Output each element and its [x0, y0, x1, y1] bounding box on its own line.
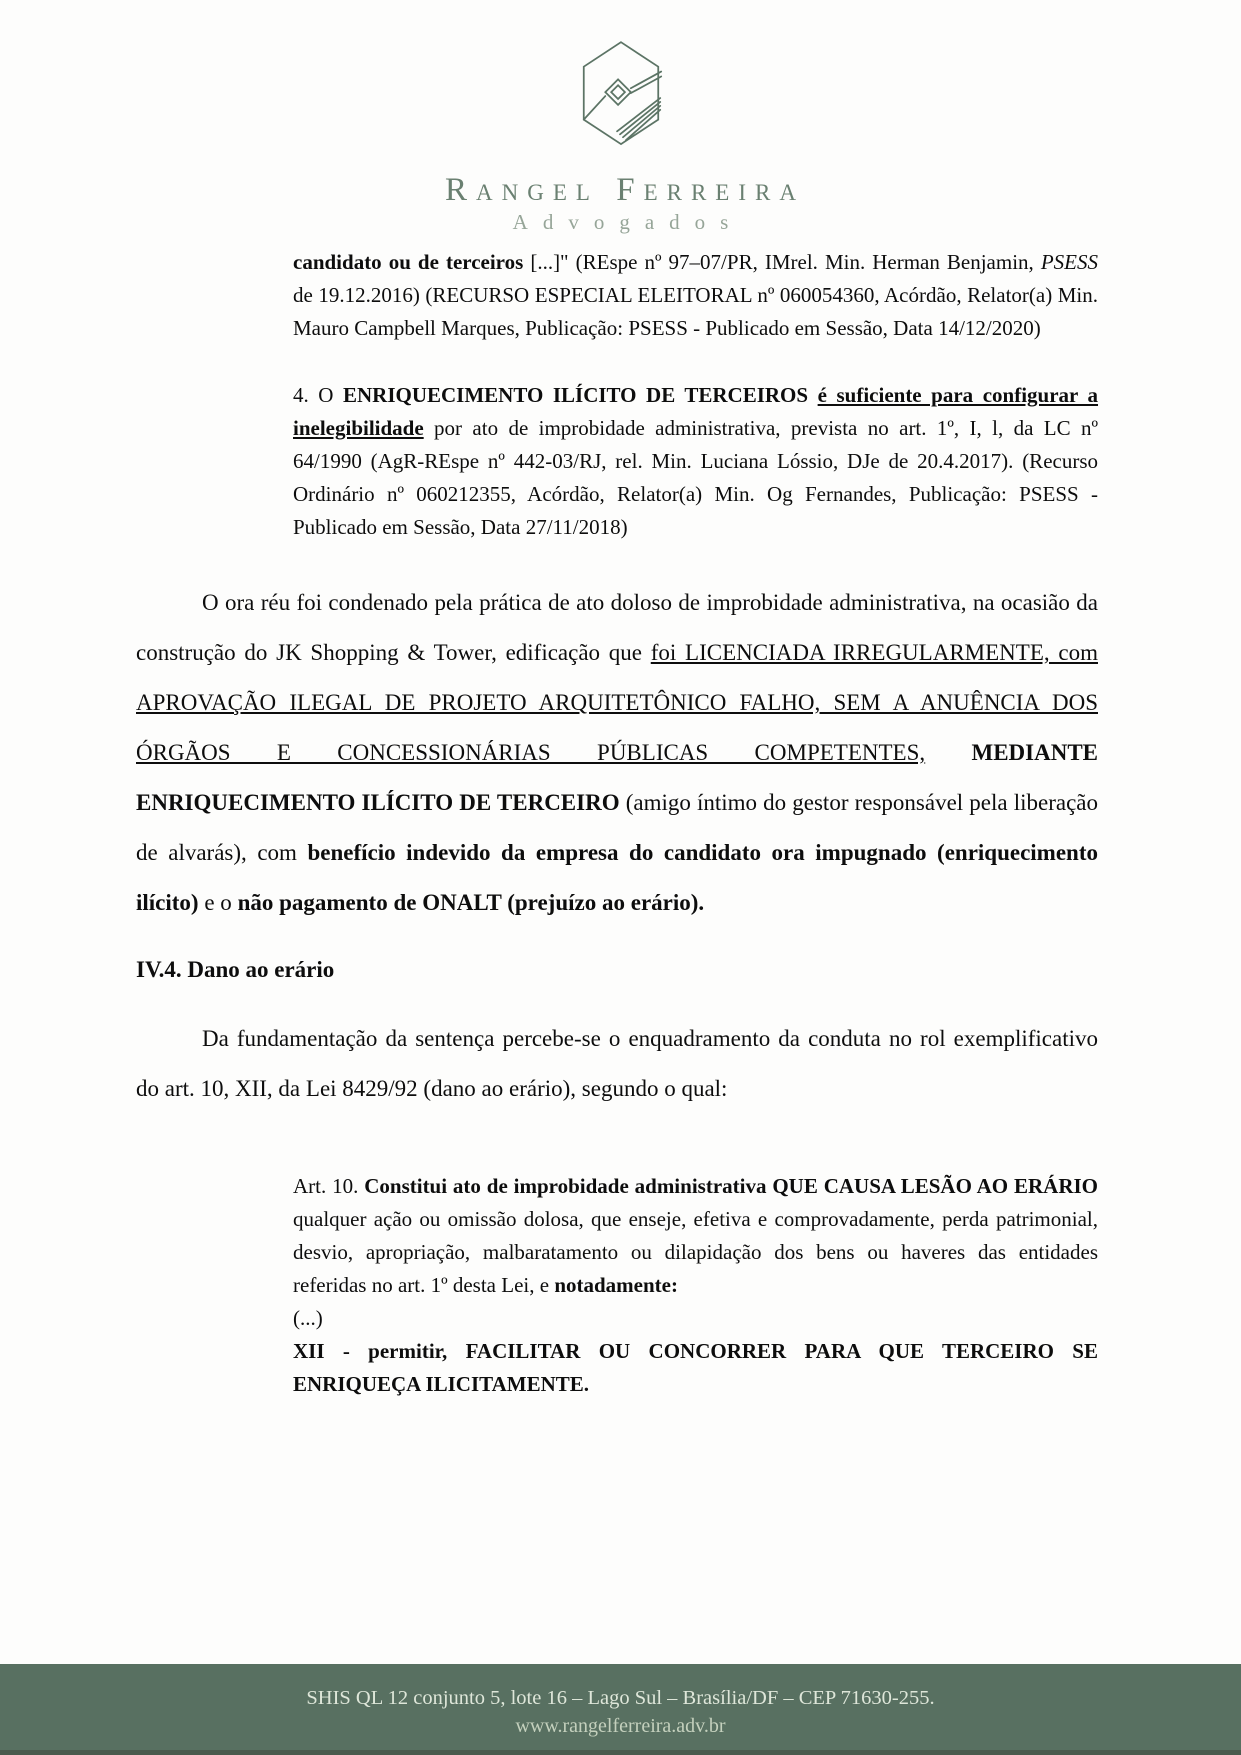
text-segment: de 19.12.2016) (RECURSO ESPECIAL ELEITORAL nº 060054360, Acórdão, Relator(a) Min. Mauro Campbell Marques, Publicação: PSESS - Publicado em Sessão, Data 14/12/2020) — [293, 283, 1098, 340]
firm-subtitle: Advogados — [512, 210, 744, 234]
text-segment: Da fundamentação da sentença percebe-se o enquadramento da conduta no rol exemplificativo do art. 10, XII, da Lei 8429/92 (dano ao erário), segundo o qual: — [136, 1026, 1098, 1101]
text-segment: MEDIANTE ENRIQUECIMENTO ILÍCITO DE TERCEIRO — [136, 740, 1098, 815]
text-segment — [808, 383, 818, 407]
text-segment: e o — [198, 890, 238, 915]
diamond-outer — [605, 79, 630, 104]
text-segment: qualquer ação ou omissão dolosa, que enseje, efetiva e comprovadamente, perda patrimonial, desvio, apropriação, malbaratamento ou dilapidação dos bens ou haveres das entidades referidas no art. 1º desta Lei, e — [293, 1207, 1098, 1297]
paragraph-fundamentacao — [136, 1014, 1098, 1114]
footer-website: www.rangelferreira.adv.br — [515, 1715, 726, 1737]
citation-art-10-lei-8429 — [293, 1170, 1098, 1401]
text-segment: ENRIQUECIMENTO ILÍCITO DE TERCEIROS — [343, 383, 809, 407]
firm-name: Rangel Ferreira — [445, 172, 805, 208]
text-segment: candidato ou de terceiros — [293, 250, 524, 274]
text-segment: foi LICENCIADA IRREGULARMENTE, com APROVAÇÃO ILEGAL DE PROJETO ARQUITETÔNICO FALHO, SEM A ANUÊNCIA DOS ÓRGÃOS E CONCESSIONÁRIAS PÚBLICAS COMPETENTES, — [136, 640, 1098, 765]
page-line-2 — [620, 102, 660, 134]
firm-logo-icon — [572, 36, 670, 164]
page-footer — [0, 1664, 1241, 1755]
text-segment: (amigo íntimo do gestor responsável pela liberação de alvarás), com — [136, 790, 1098, 865]
text-segment: Art. 10. — [293, 1174, 365, 1198]
text-segment: por ato de improbidade administrativa, prevista no art. 1º, I, l, da LC nº 64/1990 (AgR-REspe nº 442-03/RJ, rel. Min. Luciana Lóssio, DJe de 20.4.2017). (Recurso Ordinário nº 060212355, Acórdão, Relator(a) Min. Og Fernandes, Publicação: PSESS - Publicado em Sessão, Data 27/11/2018) — [293, 416, 1098, 539]
document-body — [136, 246, 1098, 1401]
text-segment: O ora réu foi condenado pela prática de ato doloso de improbidade administrativa, na ocasião da construção do JK Shopping & Tower, edificação que — [136, 590, 1098, 665]
letterhead — [0, 36, 1241, 235]
text-segment: Constitui ato de improbidade administrativa QUE CAUSA LESÃO AO ERÁRIO — [364, 1174, 1098, 1198]
text-segment — [925, 740, 971, 765]
text-segment: notadamente: — [554, 1273, 678, 1297]
text-segment: (...) — [293, 1306, 323, 1330]
paragraph-condenacao — [136, 578, 1098, 928]
text-segment: XII - permitir, FACILITAR OU CONCORRER PARA QUE TERCEIRO SE ENRIQUEÇA ILICITAMENTE. — [293, 1339, 1098, 1396]
text-segment: [...]" (REspe nº 97–07/PR, IMrel. Min. Herman Benjamin, — [523, 250, 1041, 274]
citation-respe-97-07 — [293, 246, 1098, 345]
diamond-inner — [611, 85, 625, 99]
citation-agr-respe-442-03 — [293, 379, 1098, 544]
text-segment: IV.4. Dano ao erário — [136, 957, 335, 982]
text-segment: não pagamento de ONALT (prejuízo ao erário). — [237, 890, 705, 915]
ribbon-left-line — [583, 96, 605, 120]
text-segment: 4. O — [293, 383, 343, 407]
text-segment: benefício indevido da empresa do candidato ora impugnado (enriquecimento ilícito) — [136, 840, 1099, 915]
section-heading-iv4-dano-ao-erario — [136, 956, 1098, 984]
footer-address: SHIS QL 12 conjunto 5, lote 16 – Lago Sul – Brasília/DF – CEP 71630-255. — [306, 1687, 935, 1709]
text-segment: PSESS — [1040, 250, 1098, 274]
text-segment: é suficiente para configurar a inelegibilidade — [293, 383, 1099, 440]
